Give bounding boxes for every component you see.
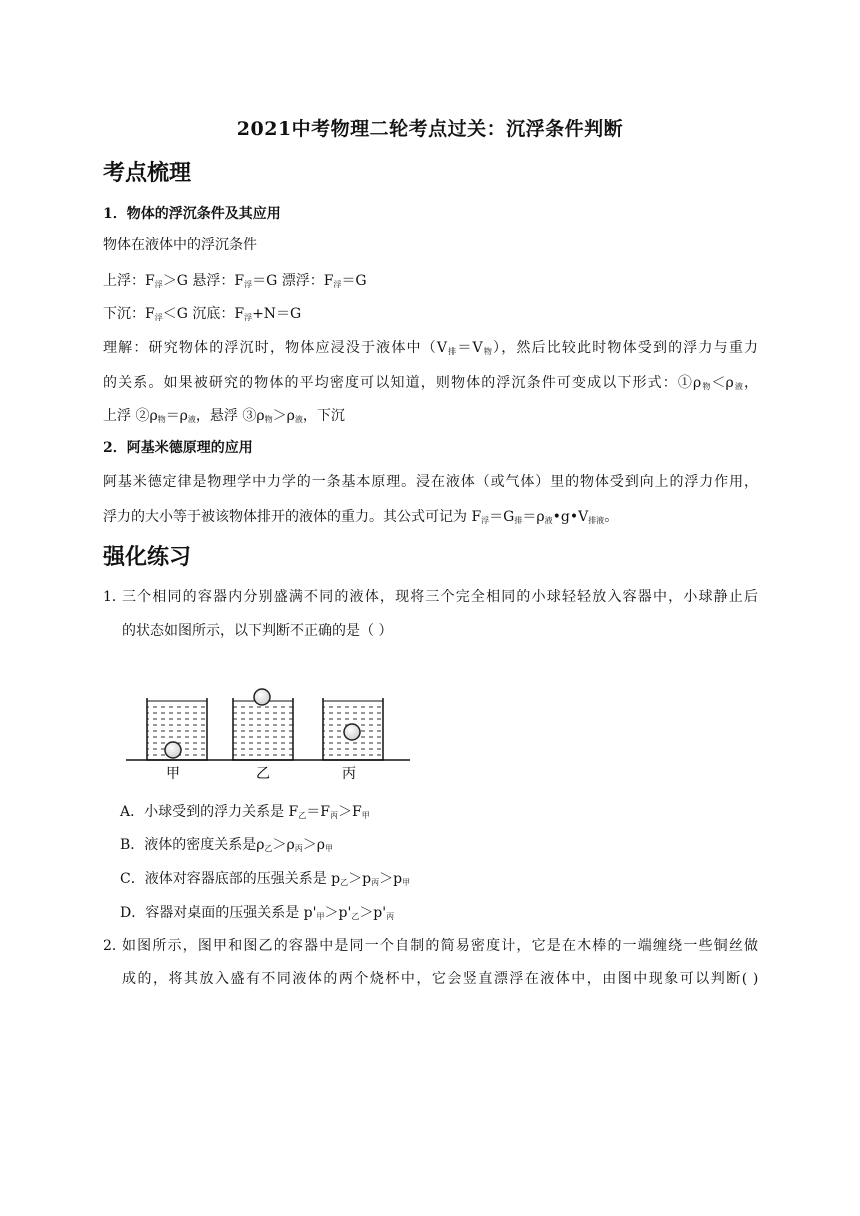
- question-1-option-a[interactable]: A．小球受到的浮力关系是 $F_乙=F_丙>F_甲$: [120, 804, 370, 820]
- section-heading-practice: 强化练习: [103, 544, 192, 570]
- question-1-option-c[interactable]: C．液体对容器底部的压强关系是 $p_乙>p_丙>p_甲$: [120, 871, 411, 887]
- understanding-line-3: 上浮 $②\rho_物=\rho_液$，悬浮 $③\rho_物>\rho_液$，下沉: [103, 408, 345, 424]
- ball-yi: [254, 689, 270, 705]
- container-jia: [147, 698, 207, 760]
- question-1-line-2: 的状态如图所示，以下判断不正确的是（ ）: [122, 623, 393, 639]
- container-bing: [323, 698, 383, 760]
- ball-jia: [165, 742, 181, 758]
- question-2-line-1: 如图所示，图甲和图乙的容器中是同一个自制的简易密度计，它是在木棒的一端缠绕一些铜丝做: [122, 938, 758, 954]
- understanding-line-2: 的关系。如果被研究的物体的平均密度可以知道，则物体的浮沉条件可变成以下形式：$①\rho_物<\rho_液$，: [103, 375, 759, 391]
- question-1-option-d[interactable]: D．容器对桌面的压强关系是 $p'_甲>p'_乙>p'_丙$: [120, 905, 395, 921]
- question-2-line-2: 成的，将其放入盛有不同液体的两个烧杯中，它会竖直漂浮在液体中，由图中现象可以判断( ): [122, 971, 758, 987]
- ball-bing: [344, 724, 360, 740]
- float-condition-intro: 物体在液体中的浮沉条件: [103, 237, 257, 253]
- document-title: 2021中考物理二轮考点过关：沉浮条件判断: [236, 118, 624, 140]
- container-yi: [233, 689, 293, 760]
- sink-bottom-line: 下沉：$F_浮<G$ 沉底：$F_浮+N=G$: [103, 306, 302, 322]
- understanding-line-1: 理解：研究物体的浮沉时，物体应浸没于液体中$(V_排=V_物)$，然后比较此时物体受到的浮力与重力: [103, 340, 759, 356]
- question-1-figure: [120, 680, 420, 790]
- question-1-line-1: 三个相同的容器内分别盛满不同的液体，现将三个完全相同的小球轻轻放入容器中，小球静止后: [122, 589, 758, 605]
- question-2-number: 2．: [103, 938, 126, 954]
- question-1-option-b[interactable]: B．液体的密度关系是$\rho_乙>\rho_丙>\rho_甲$: [120, 837, 333, 853]
- archimedes-line-1: 阿基米德定律是物理学中力学的一条基本原理。浸在液体（或气体）里的物体受到向上的浮力作用，: [103, 474, 758, 490]
- question-1-number: 1．: [103, 589, 126, 605]
- point1-title: 1．物体的浮沉条件及其应用: [103, 206, 281, 222]
- label-jia: 甲: [166, 766, 180, 782]
- label-bing: 丙: [342, 766, 356, 782]
- section-heading-review: 考点梳理: [103, 160, 192, 186]
- label-yi: 乙: [256, 766, 270, 782]
- rise-suspend-float-line: 上浮：$F_浮>G$ 悬浮：$F_浮=G$ 漂浮：$F_浮=G$: [103, 273, 367, 289]
- point2-title: 2．阿基米德原理的应用: [103, 440, 253, 456]
- archimedes-line-2: 浮力的大小等于被该物体排开的液体的重力。其公式可记为 $F_浮=G_排=\rho_液•g•V_{排液}$。: [103, 509, 619, 525]
